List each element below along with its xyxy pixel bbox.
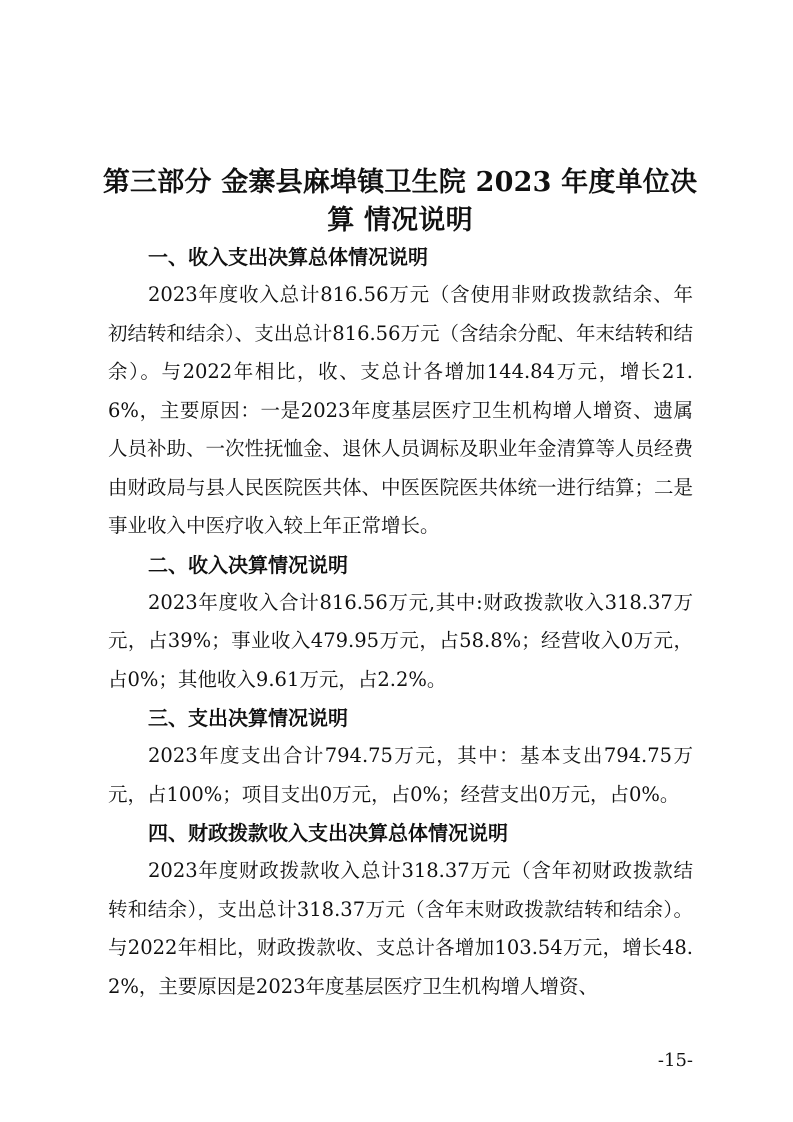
page-title: 第三部分 金寨县麻埠镇卫生院 2023 年度单位决算 情况说明: [102, 167, 698, 236]
section-4-paragraph: 2023年度财政拨款收入总计318.37万元（含年初财政拨款结转和结余），支出总计318.37万元（含年末财政拨款结转和结余）。与2022年相比，财政拨款收、支总计各增加103.54万元，增长48.2%，主要原因是2023年度基层医疗卫生机构增人增资、: [108, 859, 693, 998]
section-3-heading: 三、支出决算情况说明: [148, 706, 348, 730]
section-2-heading: 二、收入决算情况说明: [148, 552, 348, 577]
section-2-paragraph: 2023年度收入合计816.56万元,其中:财政拨款收入318.37万元，占39%；事业收入479.95万元，占58.8%；经营收入0万元，占0%；其他收入9.61万元，占2.2%。: [108, 590, 693, 691]
section-4-heading: 四、财政拨款收入支出决算总体情况说明: [148, 821, 508, 845]
section-3-paragraph: 2023年度支出合计794.75万元，其中：基本支出794.75万元，占100%；项目支出0万元，占0%；经营支出0万元，占0%。: [108, 744, 693, 806]
section-1-heading: 一、收入支出决算总体情况说明: [148, 245, 428, 269]
page-number: -15-: [657, 1050, 693, 1071]
section-1-paragraph: 2023年度收入总计816.56万元（含使用非财政拨款结余、年初结转和结余）、支出总计816.56万元（含结余分配、年末结转和结余）。与2022年相比，收、支总计各增加144.84万元，增长21.6%，主要原因：一是2023年度基层医疗卫生机构增人增资、遗属人员补助、一次性抚恤金、退休人员调标及职业年金清算等人员经费由财政局与县人民医院医共体、中医医院医共体统一进行结算；二是事业收入中医疗收入较上年正常增长。: [108, 283, 694, 537]
document-body: [108, 238, 693, 1006]
